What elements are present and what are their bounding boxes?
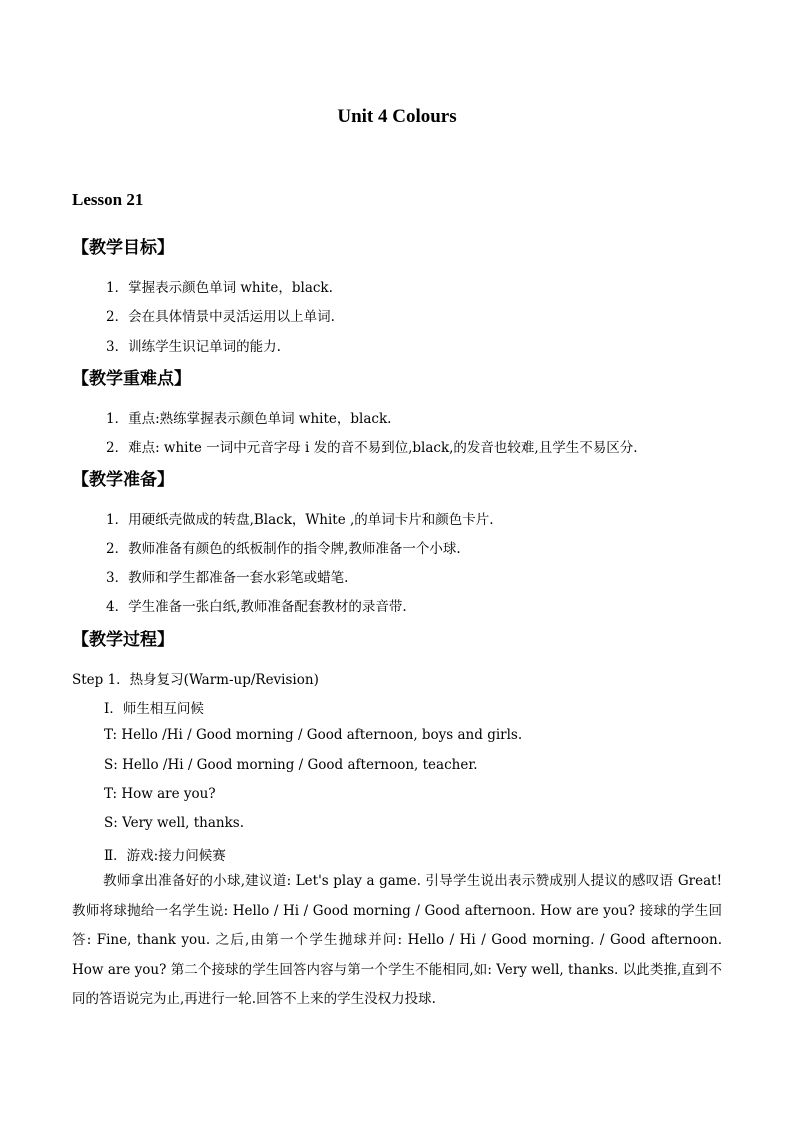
lesson-label: Lesson 21 [72,190,144,209]
objective-item-2: 2．会在具体情景中灵活运用以上单词. [106,309,335,325]
preparation-item-4: 4．学生准备一张白纸,教师准备配套教材的录音带. [106,599,407,615]
objective-item-1: 1．掌握表示颜色单词 white，black. [106,280,333,296]
preparation-heading: 【教学准备】 [72,470,174,490]
objective-item-3: 3．训练学生识记单词的能力. [106,339,281,355]
step-1-label: Step 1．热身复习(Warm-up/Revision) [72,672,319,688]
sub-step-2: Ⅱ．游戏:接力问候赛 [104,848,226,864]
sub-step-1: Ⅰ．师生相互问候 [104,701,204,717]
game-paragraph: 教师拿出准备好的小球,建议道: Let's play a game. 引导学生说出表示赞成别人提议的感叹语 Great! 教师将球抛给一名学生说: Hello / Hi / Good morning / Good afternoon. How are you? 接球的学生回答: Fine, thank you. 之后,由第一个学生抛球并问: Hello / Hi / Good morning. / Good afternoon. How are you? 第二个接球的学生回答内容与第一个学生不能相同,如: Very well, thanks. 以此类推,直到不同的答语说完为止,再进行一轮.回答不上来的学生没权力投球. [72,873,722,1007]
page-title: Unit 4 Colours [337,106,457,127]
dialogue-line-1: T: Hello /Hi / Good morning / Good afternoon, boys and girls. [104,727,523,743]
dialogue-line-3: T: How are you? [104,786,216,802]
preparation-item-3: 3．教师和学生都准备一套水彩笔或蜡笔. [106,570,349,586]
objectives-heading: 【教学目标】 [72,238,174,258]
preparation-item-1: 1．用硬纸壳做成的转盘,Black，White ,的单词卡片和颜色卡片. [106,512,494,528]
key-point-item-1: 1．重点:熟练掌握表示颜色单词 white，black. [106,411,392,427]
key-points-heading: 【教学重难点】 [72,369,191,389]
dialogue-line-2: S: Hello /Hi / Good morning / Good afternoon, teacher. [104,757,478,773]
dialogue-line-4: S: Very well, thanks. [104,815,244,831]
key-point-item-2: 2．难点: white 一词中元音字母 i 发的音不易到位,black,的发音也较难,且学生不易区分. [106,440,638,456]
process-heading: 【教学过程】 [72,630,174,650]
preparation-item-2: 2．教师准备有颜色的纸板制作的指令牌,教师准备一个小球. [106,541,461,557]
